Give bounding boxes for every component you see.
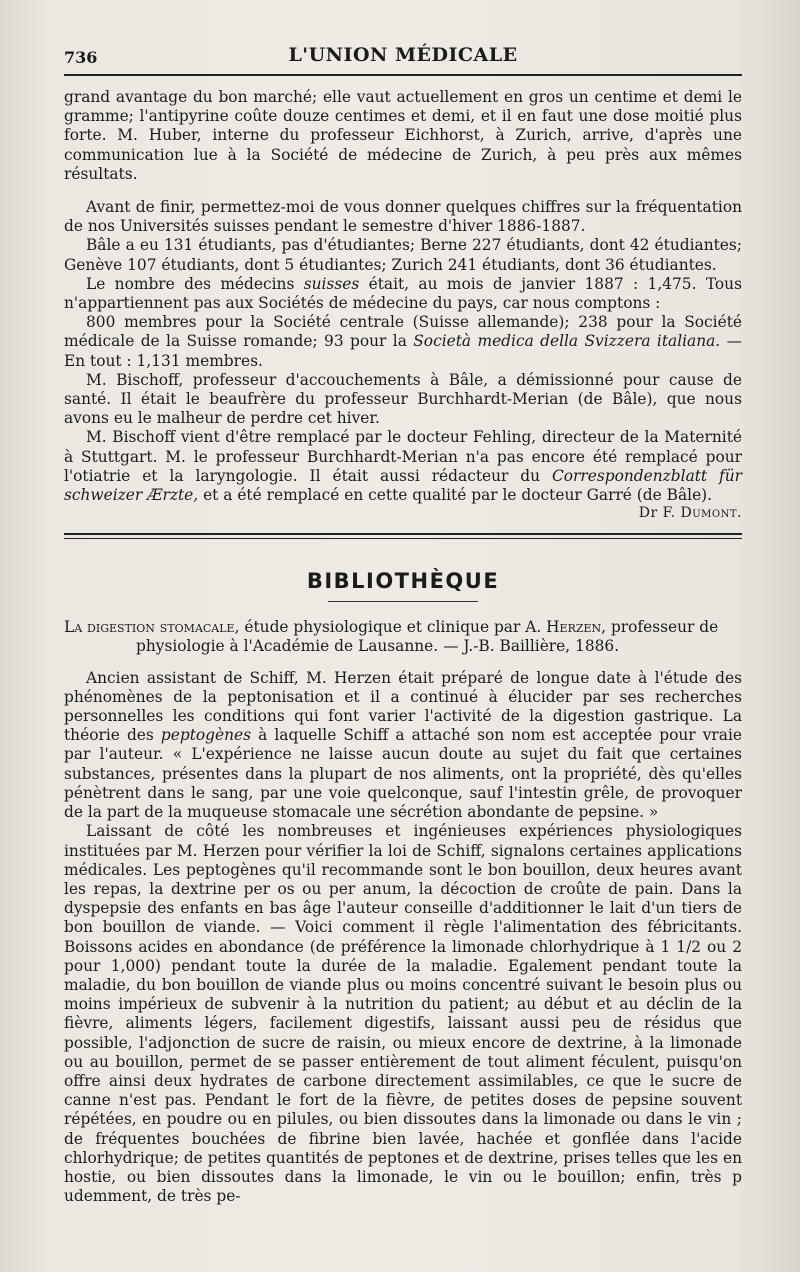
signature: Dr F. Dumont. [638, 505, 742, 522]
paragraph-huber: grand avantage du bon marché; elle vaut actuellement en gros un centime et demi le gramme; l'antipyrine coûte douze centimes et demi, et il en faut une dose moitié plus forte. M. Huber, interne du professeur Eichhorst, à Zurich, arrive, d'après une communication lue à la Société de médecine de Zurich, à peu près aux mêmes résultats. [64, 88, 742, 183]
paragraph-members: 800 membres pour la Société centrale (Suisse allemande); 238 pour la Société médicale de la Suisse romande; 93 pour la Società medica della Svizzera italiana. — En tout : 1,131 membres. [64, 313, 742, 370]
book-reference: La digestion stomacale, étude physiologique et clinique par A. Herzen, professeur de [64, 618, 719, 637]
page-number: 736 [64, 48, 98, 67]
paragraph-student-counts: Bâle a eu 131 étudiants, pas d'étudiantes; Berne 227 étudiants, dont 42 étudiantes; Genève 107 étudiants, dont 5 étudiantes; Zurich 241 étudiants, dont 36 étudiantes. [64, 236, 742, 274]
section-title: BIBLIOTHÈQUE [306, 569, 500, 594]
book-reference-cont: physiologie à l'Académie de Lausanne. — J.-B. Baillière, 1886. [136, 637, 620, 656]
paragraph-fehling: M. Bischoff vient d'être remplacé par le docteur Fehling, directeur de la Maternité à Stuttgart. M. le professeur Burchhardt-Merian n'a pas encore été remplacé pour l'otiatrie et la laryngologie. Il était aussi rédacteur du Correspondenzblatt für schweizer Ærzte, et a été remplacé en cette qualité par le docteur Garré (de Bâle). [64, 428, 743, 505]
review-paragraph-2: Laissant de côté les nombreuses et ingénieuses expériences physiologiques instituées par M. Herzen pour vérifier la loi de Schiff, signalons certaines applications médicales. Les peptogènes qu'il recommande sont le bon bouillon, deux heures avant les repas, la dextrine per os ou per anum, la décoction de croûte de pain. Dans la dyspepsie des enfants en bas âge l'auteur conseille d'additionner le lait d'un tiers de bon bouillon de viande. — Voici comment il règle l'alimentation des fébricitants. Boissons acides en abondance (de préférence la limonade chlorhydrique à 1 1/2 ou 2 pour 1,000) pendant toute la durée de la maladie. Egalement pendant toute la maladie, du bon bouillon de viande plus ou moins concentré suivant le besoin plus ou moins impérieux de subvenir à la nutrition du patient; au début et au déclin de la fièvre, aliments légers, facilement digestifs, laissant aussi peu de résidus que possible, l'adjonction de sucre de raisin, ou mieux encore de dextrine, à la limonade ou au bouillon, permet de se passer entièrement de tout aliment féculent, puisqu'on offre ainsi deux hydrates de carbone directement assimilables, ce que le sucre de canne n'est pas. Pendant le fort de la fièvre, de petites doses de pepsine souvent répétées, en poudre ou en pilules, ou bien dissoutes dans la limonade ou dans le vin ; de fréquentes bouchées de fibrine bien lavée, hachée et gonflée dans l'acide chlorhydrique; de petites quantités de peptones et de dextrine, prises telles que les en hostie, ou bien dissoutes dans la limonade, le vin ou le bouillon; enfin, très p udemment, de très pe- [64, 822, 742, 1206]
header-rule [64, 74, 742, 76]
section-divider [64, 533, 742, 539]
paragraph-universities: Avant de finir, permettez-moi de vous donner quelques chiffres sur la fréquentation de nos Universités suisses pendant le semestre d'hiver 1886-1887. [64, 198, 742, 236]
section-title-rule [328, 601, 478, 602]
running-head [64, 38, 742, 72]
review-paragraph-1: Ancien assistant de Schiff, M. Herzen était préparé de longue date à l'étude des phénomènes de la peptonisation et il a continué à élucider par ses recherches personnelles les conditions qui font varier l'activité de la digestion gastrique. La théorie des peptogènes à laquelle Schiff a attaché son nom est acceptée pour vraie par l'auteur. « L'expérience ne laisse aucun doute au sujet du fait que certaines substances, présentes dans la plupart de nos aliments, ont la propriété, dès qu'elles pénètrent dans le sang, par une voie quelconque, sauf l'intestin grêle, de provoquer de la part de la muqueuse stomacale une sécrétion abondante de pepsine. » [64, 668, 742, 822]
paragraph-doctors: Le nombre des médecins suisses était, au mois de janvier 1887 : 1,475. Tous n'appartiennent pas aux Sociétés de médecine du pays, car nous comptons : [64, 274, 742, 313]
journal-title: L'UNION MÉDICALE [288, 44, 518, 66]
paragraph-bischoff: M. Bischoff, professeur d'accouchements à Bâle, a démissionné pour cause de santé. Il était le beaufrère du professeur Burchhardt-Merian (de Bâle), que nous avons eu le malheur de perdre cet hiver. [64, 370, 742, 428]
